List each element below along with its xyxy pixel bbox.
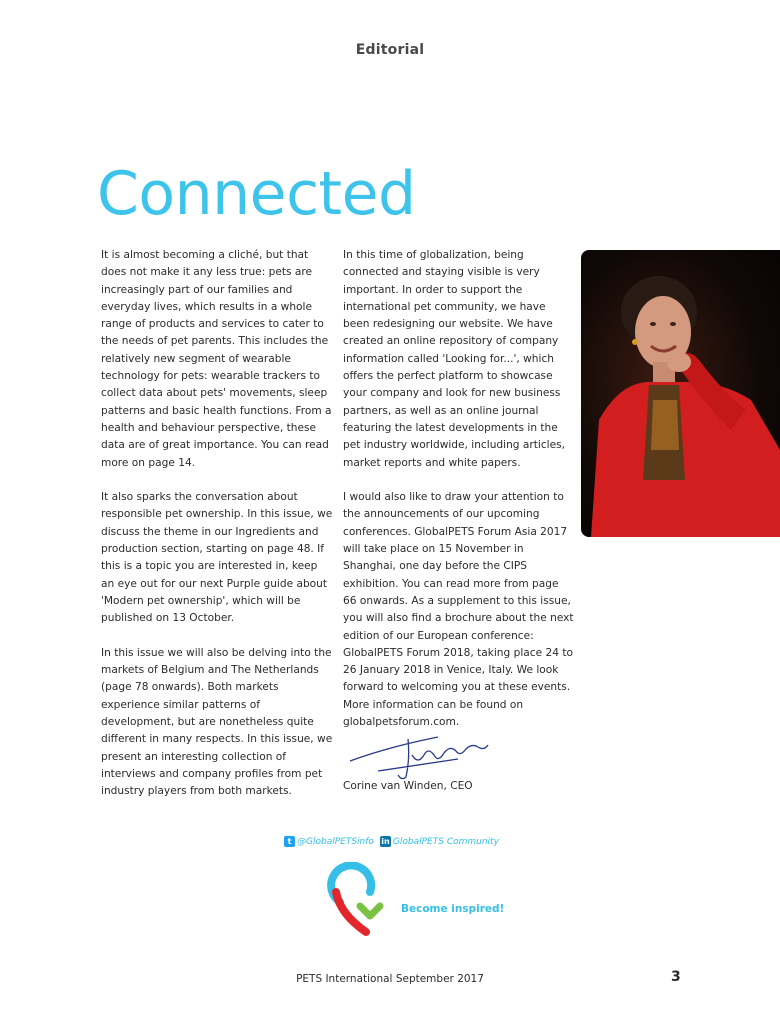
- linkedin-icon[interactable]: in: [381, 837, 390, 846]
- body-paragraph: I would also like to draw your attention to the announcements of our upcoming conferences. GlobalPETS Forum Asia 2017 will take place on 15 November in Shanghai, one day before the CIPS exhibition. You can read more from page 66 onwards. As a supplement to this issue, you will also find a brochure about the next edition of our European conference: GlobalPETS Forum 2018, taking place 24 to 26 January 2018 in Venice, Italy. We look forward to welcoming you at these events. More information can be found on globalpetsforum.com.: [343, 491, 574, 729]
- signature-name: Corine van Winden, CEO: [343, 780, 473, 792]
- linkedin-handle[interactable]: GlobalPETS Community: [392, 836, 499, 847]
- portrait-illustration: [581, 250, 780, 537]
- page-number: 3: [671, 969, 681, 985]
- left-column: [101, 247, 333, 818]
- signature-scribble: [348, 725, 498, 783]
- body-paragraph: In this time of globalization, being connected and staying visible is very important. In order to support the international pet community, we have been redesigning our website. We have created an online repository of company information called 'Looking for...', which offers the perfect platform to showcase your company and look for new business partners, as well as an online journal featuring the latest developments in the pet industry worldwide, including articles, market reports and white papers.: [343, 249, 566, 469]
- body-paragraph: It is almost becoming a cliché, but that does not make it any less true: pets are increasingly part of our families and everyday lives, which results in a whole range of products and services to cater to the needs of pet parents. This includes the relatively new segment of wearable technology for pets: wearable trackers to collect data about pets' movements, sleep patterns and basic health functions. From a health and behaviour perspective, these data are of great importance. You can read more on page 14.: [101, 249, 332, 469]
- page-title: Connected: [97, 159, 416, 229]
- right-column: [343, 247, 575, 749]
- globalpets-logo: [326, 862, 386, 936]
- body-paragraph: It also sparks the conversation about responsible pet ownership. In this issue, we discuss the theme in our Ingredients and production section, starting on page 48. If this is a topic you are interested in, keep an eye out for our next Purple guide about 'Modern pet ownership', which will be published on 13 October.: [101, 491, 333, 625]
- footer-publication: PETS International September 2017: [296, 973, 484, 985]
- author-portrait: [581, 250, 780, 537]
- twitter-handle[interactable]: @GlobalPETSinfo: [297, 836, 374, 847]
- section-label: Editorial: [355, 42, 425, 58]
- body-paragraph: In this issue we will also be delving into the markets of Belgium and The Netherlands (page 78 onwards). Both markets experience similar patterns of development, but are nonetheless quite different in many respects. In this issue, we present an interesting collection of interviews and company profiles from pet industry players from both markets.: [101, 646, 333, 798]
- social-links: [284, 836, 499, 847]
- twitter-icon[interactable]: t: [284, 836, 295, 847]
- tagline: Become inspired!: [401, 903, 505, 915]
